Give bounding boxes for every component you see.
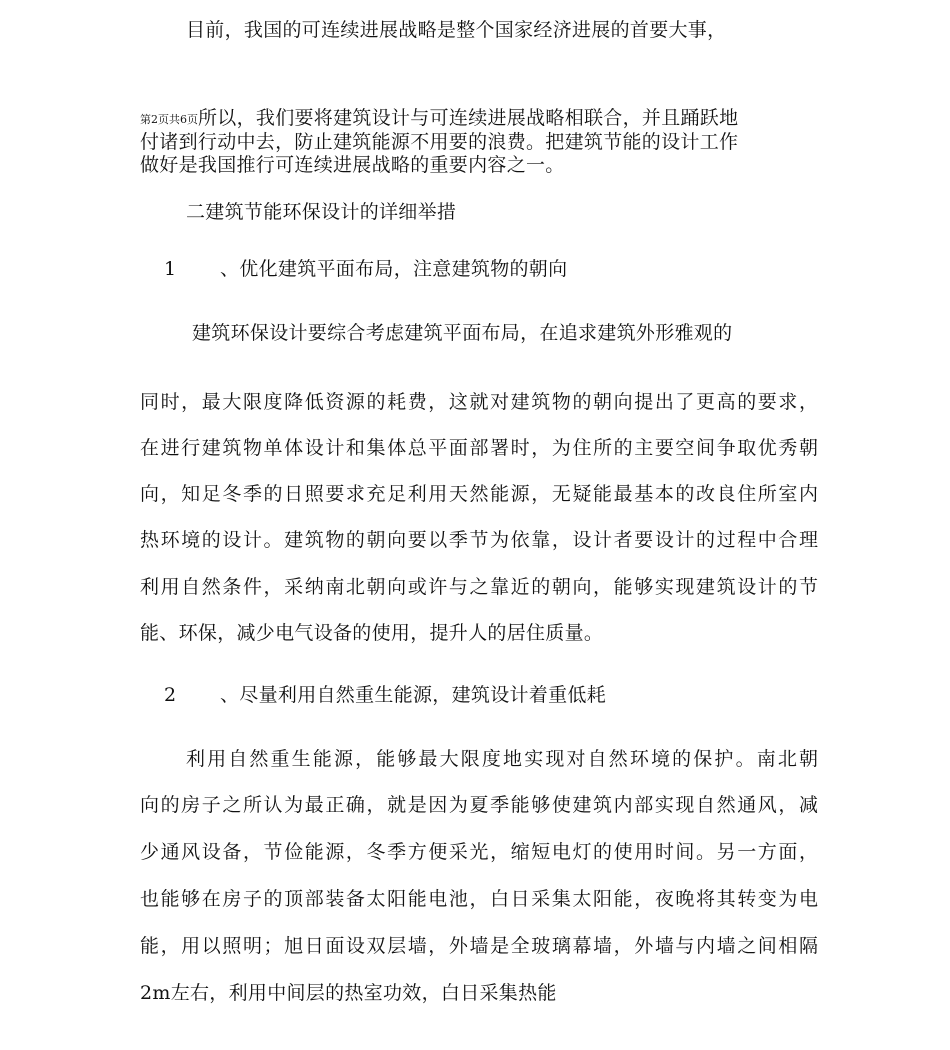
intro-line-2 (140, 106, 738, 132)
item2-line: 2m左右，利用中间层的热室功效，白日采集热能 (140, 982, 557, 1004)
item1-number: 1 (164, 258, 177, 280)
item2-heading (164, 683, 606, 707)
page-marker: 第2页共6页 (140, 113, 198, 126)
item2-line: 能，用以照明；旭日面设双层墙，外墙是全玻璃幕墙，外墙与内墙之间相隔 (140, 935, 818, 957)
item1-line: 向，知足冬季的日照要求充足利用天然能源，无疑能最基本的改良住所室内 (140, 483, 818, 505)
item2-line: 向的房子之所认为最正确，就是因为夏季能够使建筑内部实现自然通风，减 (140, 794, 818, 816)
item2-heading-text: 、尽量利用自然重生能源，建筑设计着重低耗 (220, 684, 607, 706)
item1-heading-text: 、优化建筑平面布局，注意建筑物的朝向 (220, 258, 568, 280)
intro-line-2-text: 所以，我们要将建筑设计与可连续进展战略相联合，并且踊跃地 (198, 107, 739, 129)
item1-line: 热环境的设计。建筑物的朝向要以季节为依靠，设计者要设计的过程中合理 (140, 529, 818, 551)
intro-line-4: 做好是我国推行可连续进展战略的重要内容之一。 (140, 154, 565, 176)
item1-heading (164, 257, 567, 281)
intro-line-1: 目前，我国的可连续进展战略是整个国家经济进展的首要大事， (186, 19, 727, 41)
item1-line: 能、环保，减少电气设备的使用，提升人的居住质量。 (140, 622, 604, 644)
item2-line: 利用自然重生能源，能够最大限度地实现对自然环境的保护。南北朝 (186, 748, 818, 770)
intro-line-3: 付诸到行动中去，防止建筑能源不用要的浪费。把建筑节能的设计工作 (140, 131, 739, 153)
item1-line: 利用自然条件，采纳南北朝向或许与之靠近的朝向，能够实现建筑设计的节 (140, 576, 818, 598)
item1-line: 在进行建筑物单体设计和集体总平面部署时，为住所的主要空间争取优秀朝 (140, 437, 818, 459)
item1-line: 建筑环保设计要综合考虑建筑平面布局，在追求建筑外形雅观的 (192, 322, 733, 344)
item1-line: 同时，最大限度降低资源的耗费，这就对建筑物的朝向提出了更高的要求， (140, 391, 818, 413)
item2-line: 少通风设备，节俭能源，冬季方便采光，缩短电灯的使用时间。另一方面， (140, 841, 818, 863)
item2-number: 2 (164, 684, 177, 706)
item2-line: 也能够在房子的顶部装备太阳能电池，白日采集太阳能，夜晚将其转变为电 (140, 888, 818, 910)
section-title: 二建筑节能环保设计的详细举措 (186, 201, 457, 223)
